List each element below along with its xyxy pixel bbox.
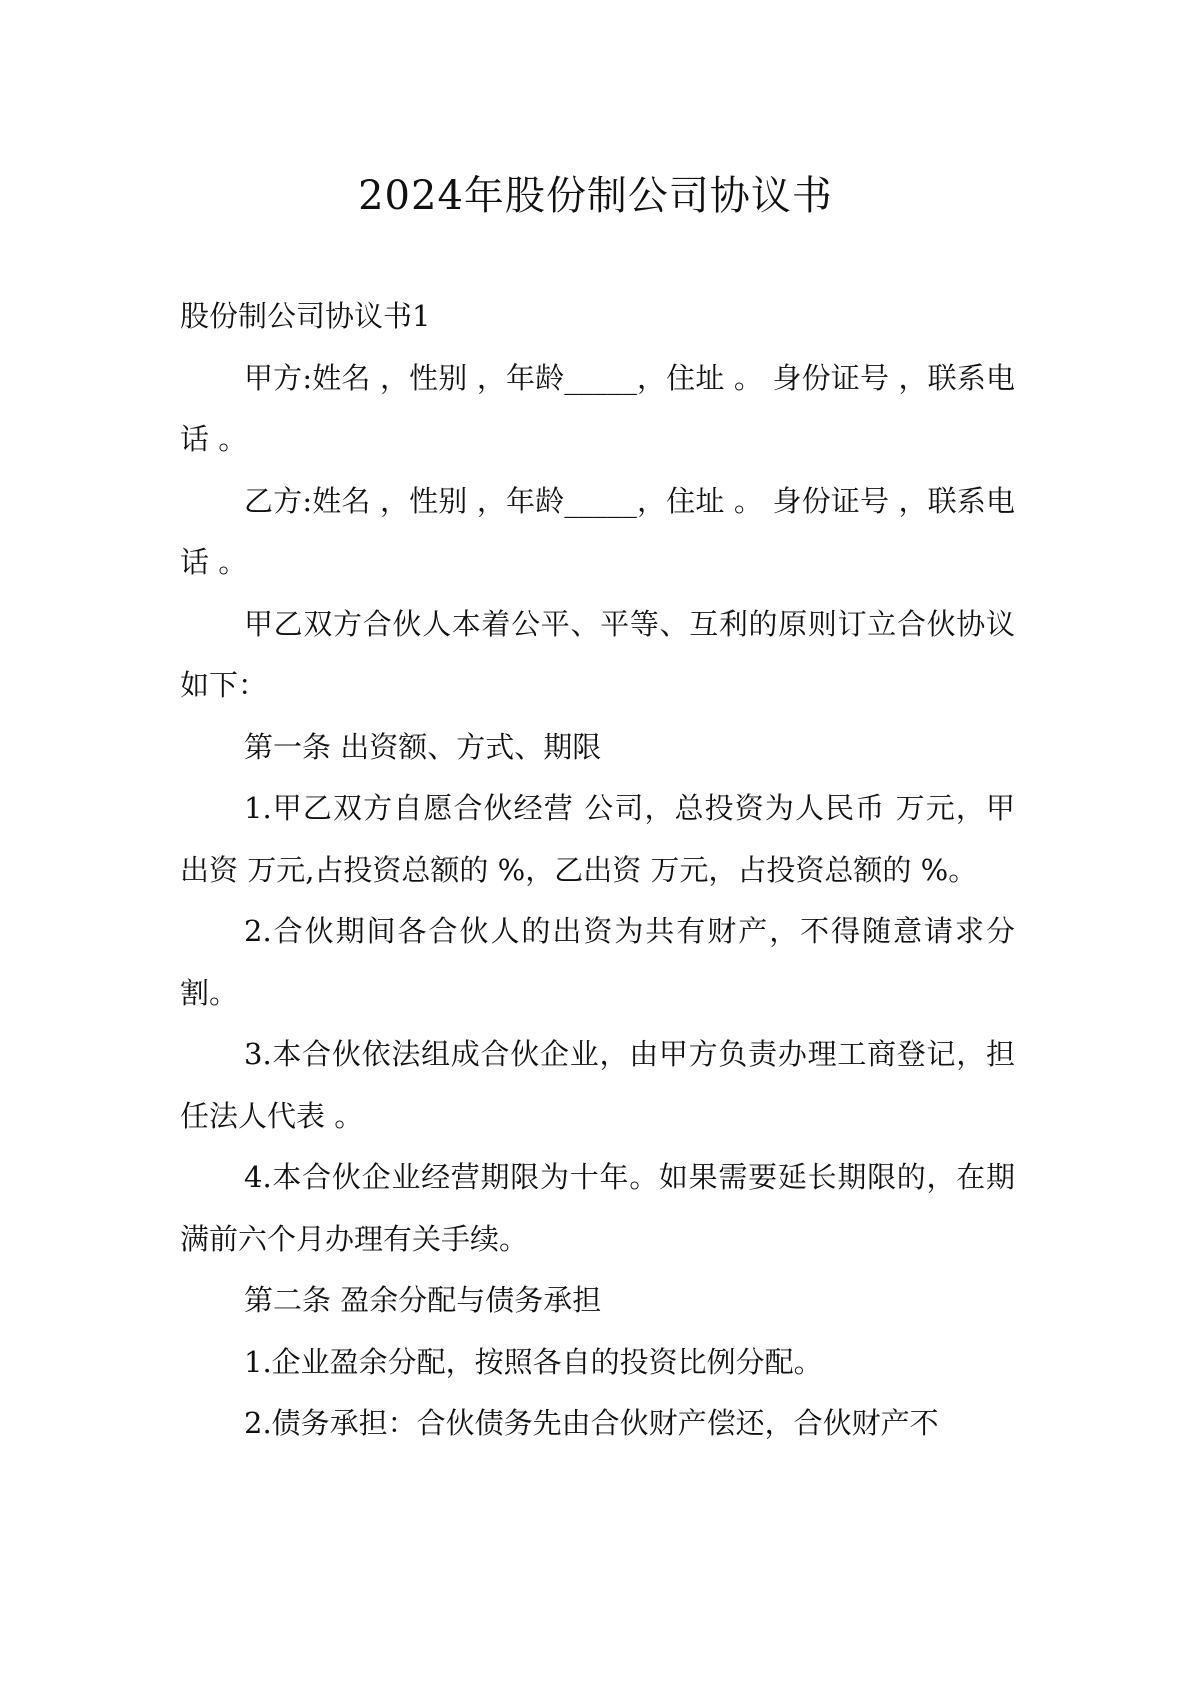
article-2-clause-1: 1.企业盈余分配，按照各自的投资比例分配。 [244,1344,823,1379]
preamble-paragraph: 甲乙双方合伙人本着公平、平等、互利的原则订立合伙协议如下： [180,606,1015,702]
section-subheading: 股份制公司协议书1 [180,299,431,333]
article-1-heading: 第一条 出资额、方式、期限 [244,729,602,764]
article-1-clause-1: 1.甲乙双方自愿合伙经营 公司，总投资为人民币 万元，甲出资 万元,占投资总额的 %，乙出资 万元，占投资总额的 %。 [180,791,1015,887]
article-1-clause-4: 4.本合伙企业经营期限为十年。如果需要延长期限的，在期满前六个月办理有关手续。 [180,1160,1015,1256]
party-b-paragraph: 乙方:姓名 ，性别 ，年龄_____，住址 。 身份证号 ，联系电话 。 [180,483,1015,579]
article-2-clause-2: 2.债务承担：合伙债务先由合伙财产偿还，合伙财产不 [244,1406,939,1440]
document-title: 2024年股份制公司协议书 [358,173,833,219]
party-a-paragraph: 甲方:姓名 ，性别 ，年龄_____，住址 。 身份证号 ，联系电话 。 [180,360,1015,456]
article-1-clause-3: 3.本合伙依法组成合伙企业，由甲方负责办理工商登记，担任法人代表 。 [180,1037,1015,1133]
article-1-clause-2: 2.合伙期间各合伙人的出资为共有财产，不得随意请求分割。 [180,914,1015,1010]
article-2-heading: 第二条 盈余分配与债务承担 [244,1283,602,1317]
document-body [180,286,1015,1455]
